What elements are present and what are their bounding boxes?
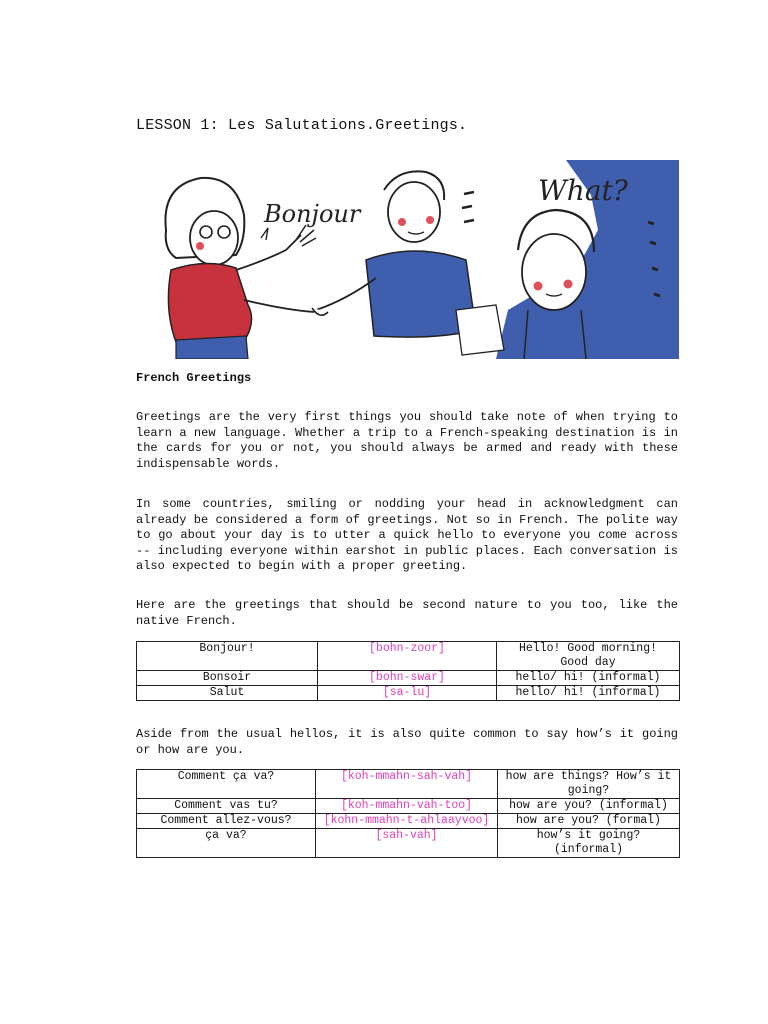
speech-what: What?	[538, 174, 628, 207]
table-row	[137, 770, 680, 799]
pronunciation-cell: [sah-vah]	[316, 829, 498, 858]
table-row	[137, 642, 680, 671]
speech-bonjour: Bonjour	[264, 200, 361, 228]
english-cell: how are things? How’s it going?	[498, 770, 680, 799]
english-cell: how’s it going? (informal)	[498, 829, 680, 858]
french-cell: Comment allez-vous?	[137, 814, 316, 829]
english-cell: Hello! Good morning! Good day	[497, 642, 680, 671]
how-are-you-table	[136, 769, 680, 858]
english-cell: hello/ hi! (informal)	[497, 686, 680, 701]
pronunciation-cell: [koh-mmahn-vah-too]	[316, 799, 498, 814]
french-cell: Bonsoir	[137, 671, 318, 686]
french-cell: ça va?	[137, 829, 316, 858]
pronunciation-cell: [bohn-swar]	[318, 671, 497, 686]
paragraph-greetings-lead: Here are the greetings that should be second nature to you too, like the native French.	[136, 598, 678, 628]
english-cell: how are you? (formal)	[498, 814, 680, 829]
english-cell: how are you? (informal)	[498, 799, 680, 814]
greetings-table	[136, 641, 680, 701]
french-cell: Comment ça va?	[137, 770, 316, 799]
french-cell: Bonjour!	[137, 642, 318, 671]
paragraph-countries: In some countries, smiling or nodding your head in acknowledgment can already be considered a form of greetings. Not so in French. The polite way to go about your day is to utter a quick hello to everyone you come across -- including everyone within earshot in public places. Each conversation is also expected to begin with a proper greeting.	[136, 497, 678, 573]
lesson-title: LESSON 1: Les Salutations.Greetings.	[136, 117, 468, 134]
pronunciation-cell: [sa-lu]	[318, 686, 497, 701]
pronunciation-cell: [koh-mmahn-sah-vah]	[316, 770, 498, 799]
woman-red-top	[168, 263, 251, 342]
french-cell: Salut	[137, 686, 318, 701]
paragraph-howareyou-lead: Aside from the usual hellos, it is also quite common to say how’s it going or how are you.	[136, 727, 678, 757]
greeting-illustration	[136, 160, 679, 359]
pronunciation-cell: [bohn-zoor]	[318, 642, 497, 671]
table-row	[137, 799, 680, 814]
table-row	[137, 829, 680, 858]
french-cell: Comment vas tu?	[137, 799, 316, 814]
paragraph-intro: Greetings are the very first things you should take note of when trying to learn a new language. Whether a trip to a French-speaking destination is in the cards for you or not, you should always be armed and ready with these indispensable words.	[136, 410, 678, 471]
pronunciation-cell: [kohn-mmahn-t-ahlaayvoo]	[316, 814, 498, 829]
english-cell: hello/ hi! (informal)	[497, 671, 680, 686]
table-row	[137, 814, 680, 829]
table-row	[137, 671, 680, 686]
table-row	[137, 686, 680, 701]
section-heading: French Greetings	[136, 371, 252, 385]
